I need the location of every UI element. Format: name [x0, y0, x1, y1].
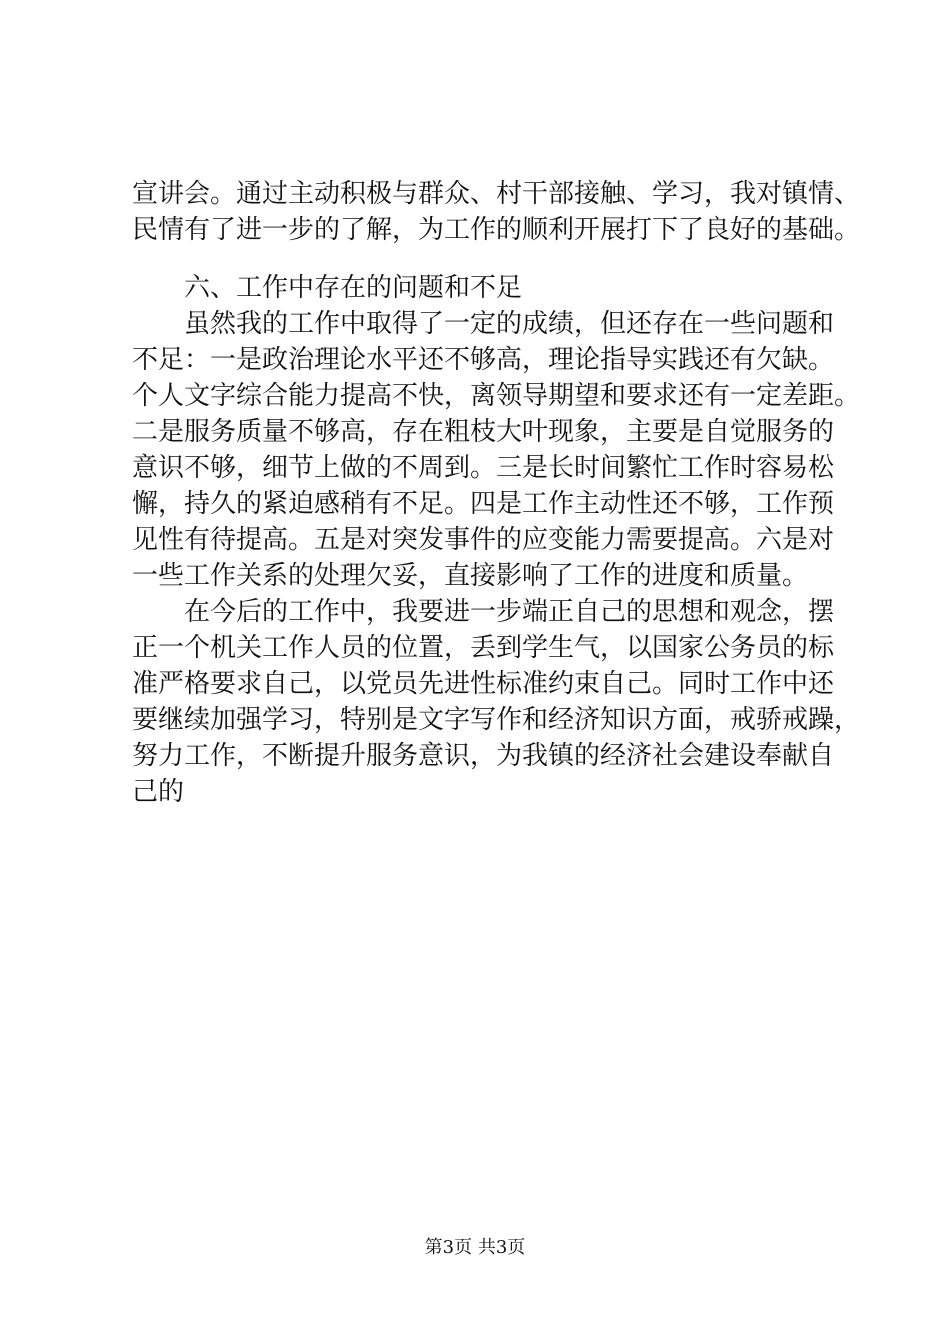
body-text-line: 虽然我的工作中取得了一定的成绩，但还存在一些问题和 — [184, 309, 835, 339]
body-text-line: 己的 — [132, 777, 185, 807]
body-text-line: 个人文字综合能力提高不快，离领导期望和要求还有一定差距。 — [132, 381, 861, 411]
body-text-line: 要继续加强学习，特别是文字写作和经济知识方面，戒骄戒躁， — [132, 705, 861, 735]
body-text-line: 正一个机关工作人员的位置，丢到学生气，以国家公务员的标 — [132, 633, 835, 663]
body-text-line: 不足：一是政治理论水平还不够高，理论指导实践还有欠缺。 — [132, 345, 835, 375]
body-text-line: 见性有待提高。五是对突发事件的应变能力需要提高。六是对 — [132, 525, 835, 555]
body-text-line: 二是服务质量不够高，存在粗枝大叶现象，主要是自觉服务的 — [132, 417, 835, 447]
body-text-line: 民情有了进一步的了解，为工作的顺利开展打下了良好的基础。 — [132, 215, 861, 245]
section-heading: 六、工作中存在的问题和不足 — [184, 273, 523, 303]
body-text-line: 意识不够，细节上做的不周到。三是长时间繁忙工作时容易松 — [132, 453, 835, 483]
body-text-line: 努力工作，不断提升服务意识，为我镇的经济社会建设奉献自 — [132, 741, 835, 771]
body-text-line: 在今后的工作中，我要进一步端正自己的思想和观念，摆 — [184, 597, 835, 627]
body-text-line: 懈，持久的紧迫感稍有不足。四是工作主动性还不够，工作预 — [132, 489, 835, 519]
body-text-line: 宣讲会。通过主动积极与群众、村干部接触、学习，我对镇情、 — [132, 179, 861, 209]
page-number-footer: 第3页 共3页 — [424, 1237, 526, 1258]
body-text-line: 一些工作关系的处理欠妥，直接影响了工作的进度和质量。 — [132, 561, 809, 591]
body-text-line: 准严格要求自己，以党员先进性标准约束自己。同时工作中还 — [132, 669, 835, 699]
